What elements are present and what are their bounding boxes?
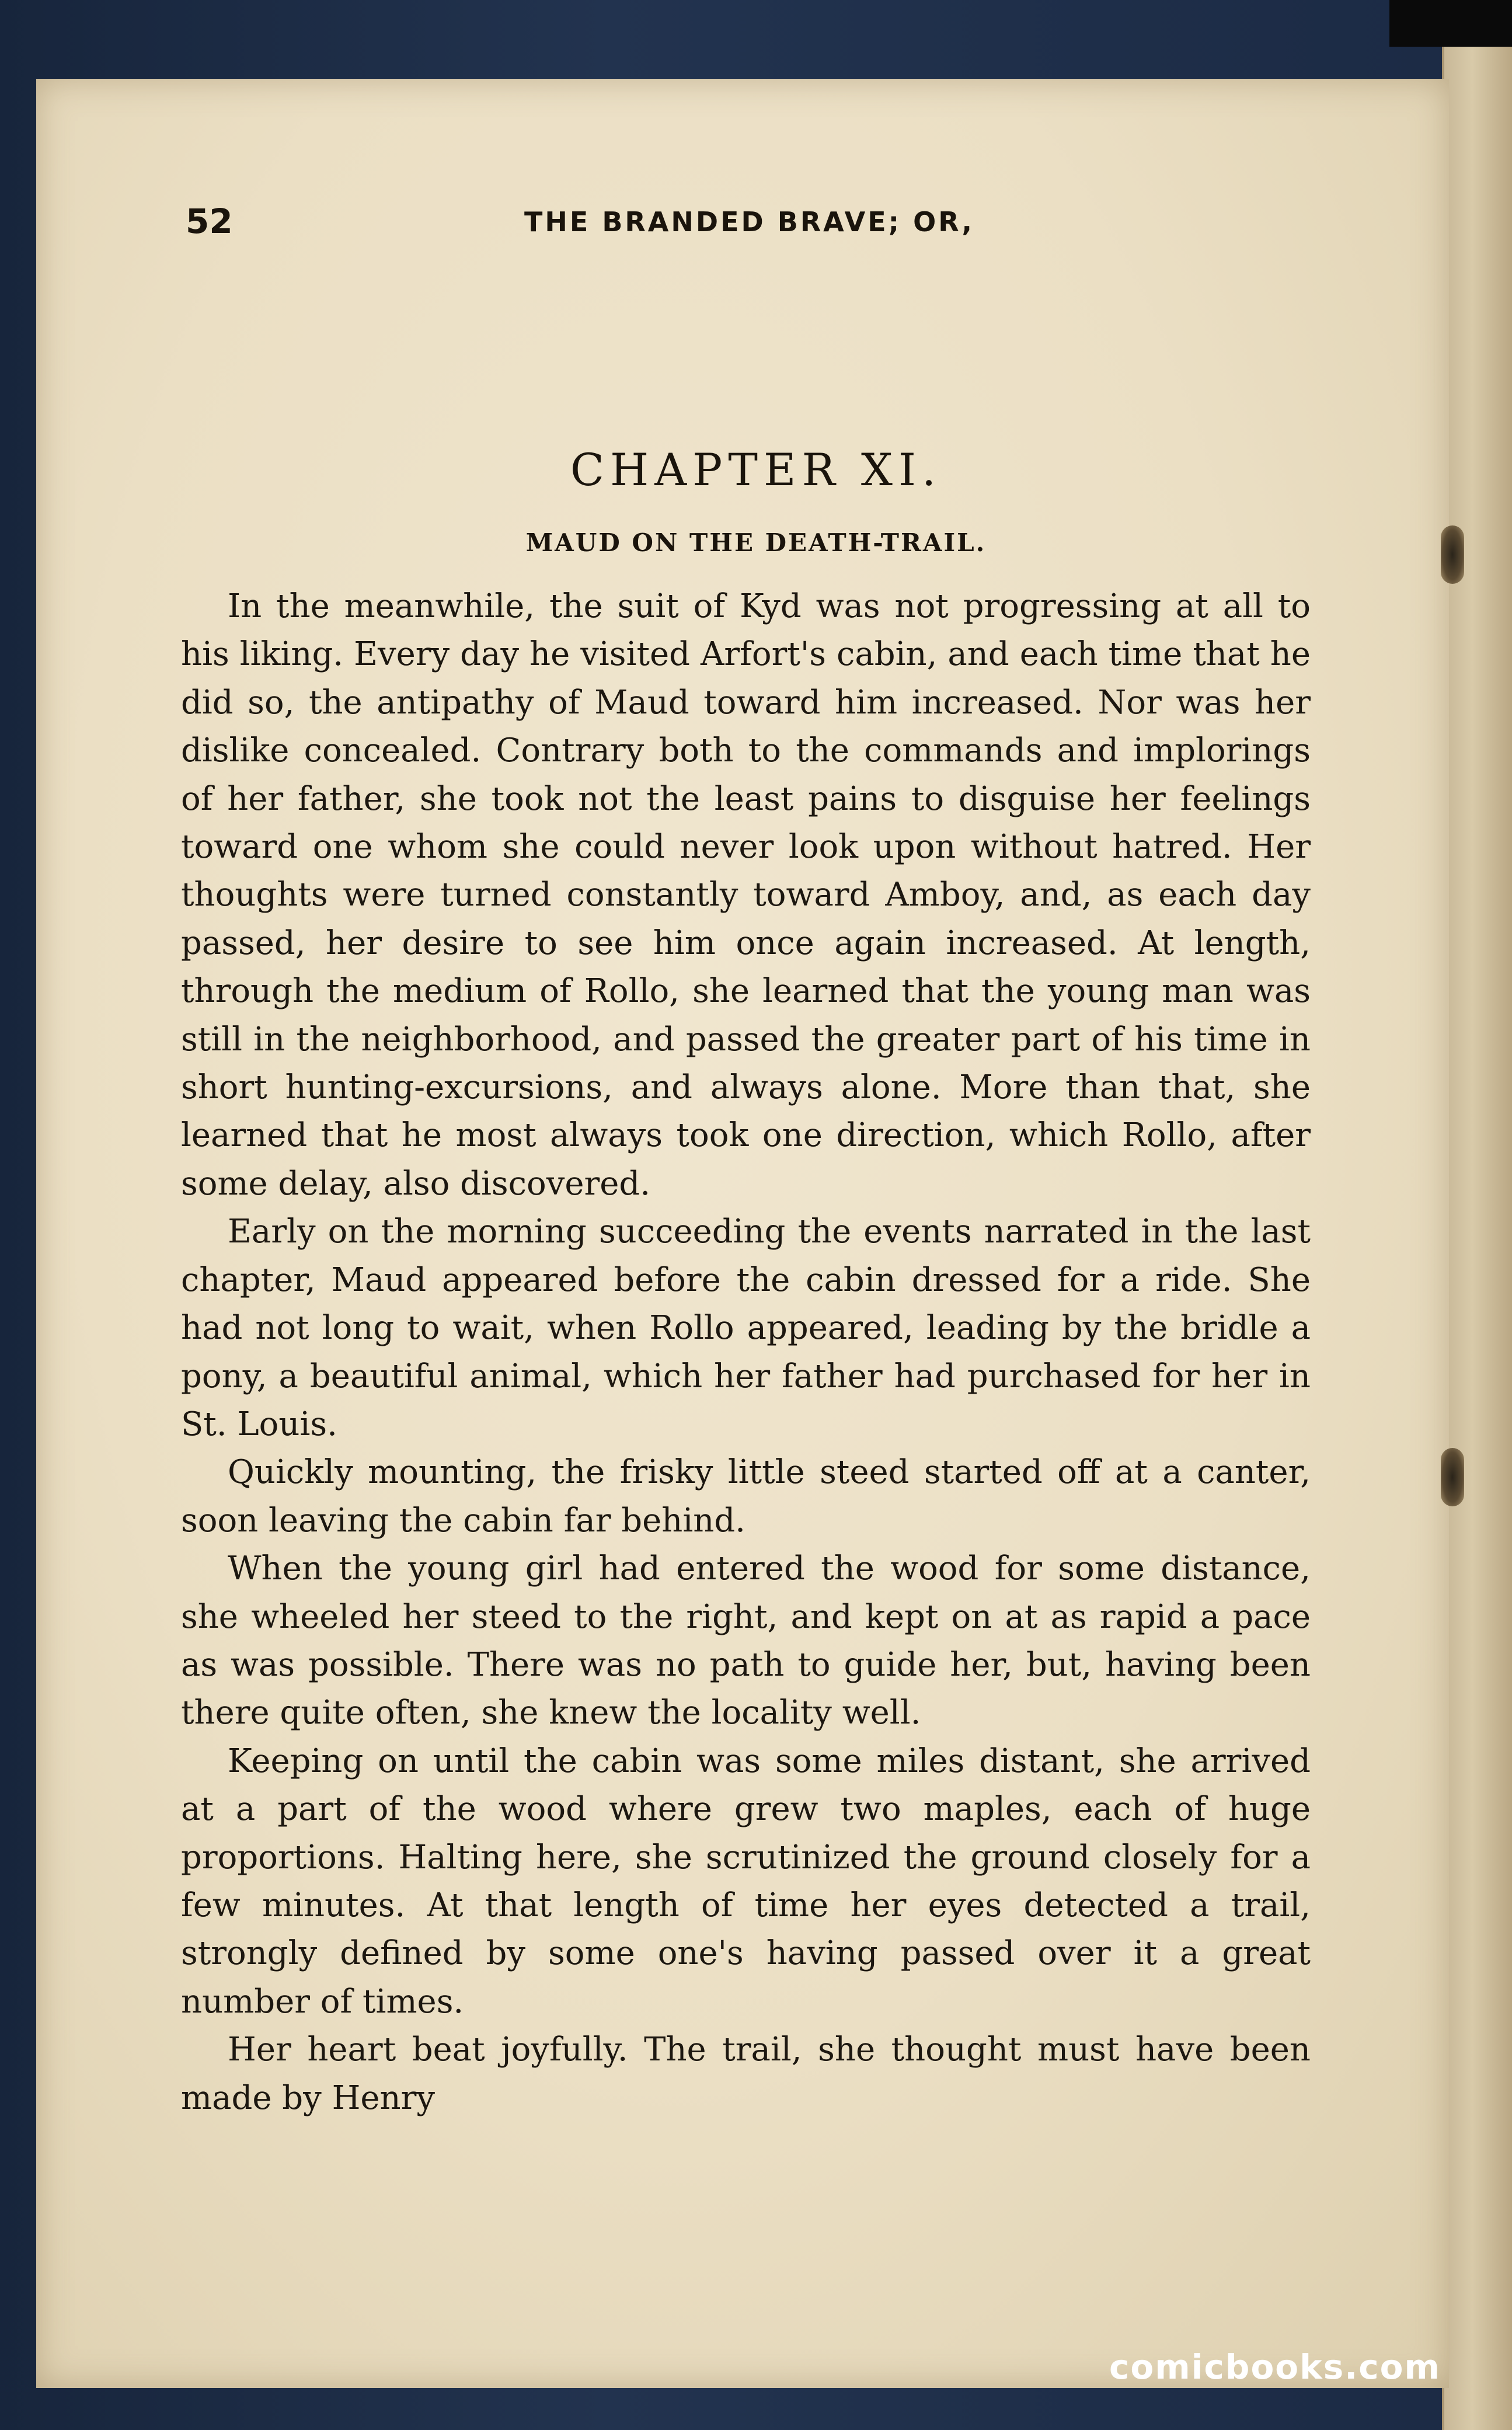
paragraph: Keeping on until the cabin was some miles distant, she arrived at a part of the wood where grew two maples, each of huge proportions. Halting here, she scrutinized the ground closely for a few minutes. At that length of time her eyes detected a trail, strongly defined by some one's having passed over it a great number of times. [181, 1742, 1311, 2021]
paragraph: When the young girl had entered the wood for some distance, she wheeled her steed to the right, and kept on at as rapid a pace as was possible. There was no path to guide her, but, having been there quite often, she knew the locality well. [181, 1550, 1311, 1732]
paragraph: Quickly mounting, the frisky little steed started off at a canter, soon leaving the cabin far behind. [181, 1453, 1311, 1540]
paragraph: In the meanwhile, the suit of Kyd was not progressing at all to his liking. Every day he visited Arfort's cabin, and each time that he did so, the antipathy of Maud toward him increased. Nor was her dislike concealed. Contrary both to the commands and implorings of her father, she took not the least pains to disguise her feelings toward one whom she could never look upon without hatred. Her thoughts were turned constantly toward Amboy, and, as each day passed, her desire to see him once again increased. At length, through the medium of Rollo, she learned that the young man was still in the neighborhood, and passed the greater part of his time in short hunting-excursions, and always alone. More than that, she learned that he most always took one direction, which Rollo, after some delay, also discovered. [181, 587, 1311, 1203]
watermark: comicbooks.com [1109, 2347, 1441, 2387]
chapter-title: CHAPTER XI. [570, 444, 942, 496]
book-title: THE BRANDED BRAVE; OR, [524, 206, 974, 238]
page-number: 52 [186, 201, 233, 241]
body-text [181, 583, 1311, 2122]
page-stack-edge [1442, 47, 1512, 2430]
binding-hole-lower [1441, 1448, 1464, 1506]
paragraph: Early on the morning succeeding the events narrated in the last chapter, Maud appeared before the cabin dressed for a ride. She had not long to wait, when Rollo appeared, leading by the bridle a pony, a beautiful animal, which her father had purchased for her in St. Louis. [181, 1213, 1311, 1443]
running-head [186, 201, 1038, 248]
chapter-subtitle: MAUD ON THE DEATH-TRAIL. [525, 528, 987, 557]
scan-corner-shadow [1389, 0, 1512, 47]
paragraph: Her heart beat joyfully. The trail, she thought must have been made by Henry [181, 2031, 1311, 2117]
